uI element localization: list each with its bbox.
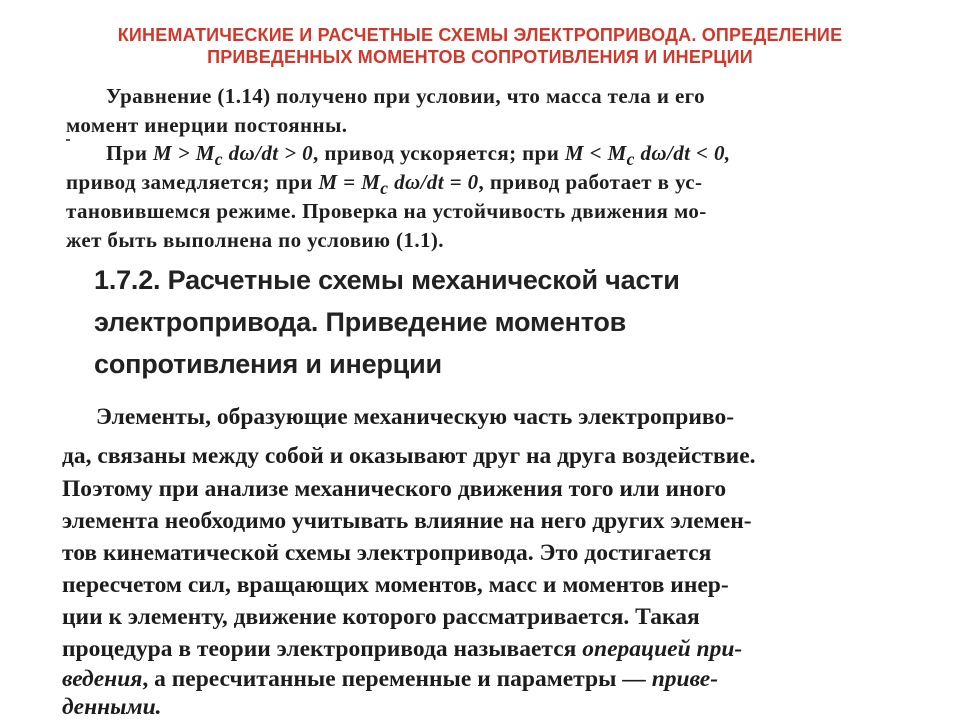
text-line: Поэтому при анализе механического движения того или иного — [62, 476, 727, 502]
text-line: элемента необходимо учитывать влияние на него других элемен- — [62, 508, 752, 534]
heading-line: 1.7.2. Расчетные схемы механической части — [94, 265, 680, 295]
term-emphasis: ведения — [62, 666, 143, 692]
text-line: Уравнение (1.14) получено при условии, что масса тела и его — [106, 84, 705, 108]
text-line: Элементы, образующие механическую часть электроприво- — [96, 404, 735, 430]
text-line: жет быть выполнена по условию (1.1). — [66, 228, 444, 252]
text-line: пересчетом сил, вращающих моментов, масс и моментов инер- — [62, 572, 729, 598]
heading-line: сопротивления и инерции — [94, 349, 442, 379]
term-emphasis: операцией при- — [582, 636, 743, 662]
text-line: При $M > M_c$ dω/dt > 0, привод ускоряется; при $M < M_c$ dω/dt < 0, — [106, 141, 731, 170]
text-line: момент инерции постоянны. — [66, 113, 348, 137]
scan-speck — [66, 139, 70, 141]
slide-title-line-1: КИНЕМАТИЧЕСКИЕ И РАСЧЕТНЫЕ СХЕМЫ ЭЛЕКТРОПРИВОДА. ОПРЕДЕЛЕНИЕ — [117, 25, 843, 45]
text-line — [62, 694, 162, 721]
text-line: тов кинематической схемы электропривода. Это достигается — [62, 540, 712, 566]
heading-line: электропривода. Приведение моментов — [94, 307, 627, 337]
text-line: да, связаны между собой и оказывают друг на друга воздействие. — [62, 443, 756, 469]
text-line: ции к элементу, движение которого рассматривается. Такая — [62, 604, 700, 630]
term-emphasis: приве- — [651, 666, 719, 692]
text-line: процедура в теории электропривода называется операцией при- — [62, 636, 743, 662]
text-line: тановившемся режиме. Проверка на устойчивость движения мо- — [66, 199, 707, 223]
slide-title-line-2: ПРИВЕДЕННЫХ МОМЕНТОВ СОПРОТИВЛЕНИЯ И ИНЕРЦИИ — [207, 47, 753, 67]
text-line: привод замедляется; при $M = M_c$ dω/dt = 0, привод работает в ус- — [66, 170, 703, 199]
term-emphasis: денными. — [62, 694, 162, 720]
text-line: ведения, а пересчитанные переменные и параметры — приве- — [62, 666, 719, 692]
